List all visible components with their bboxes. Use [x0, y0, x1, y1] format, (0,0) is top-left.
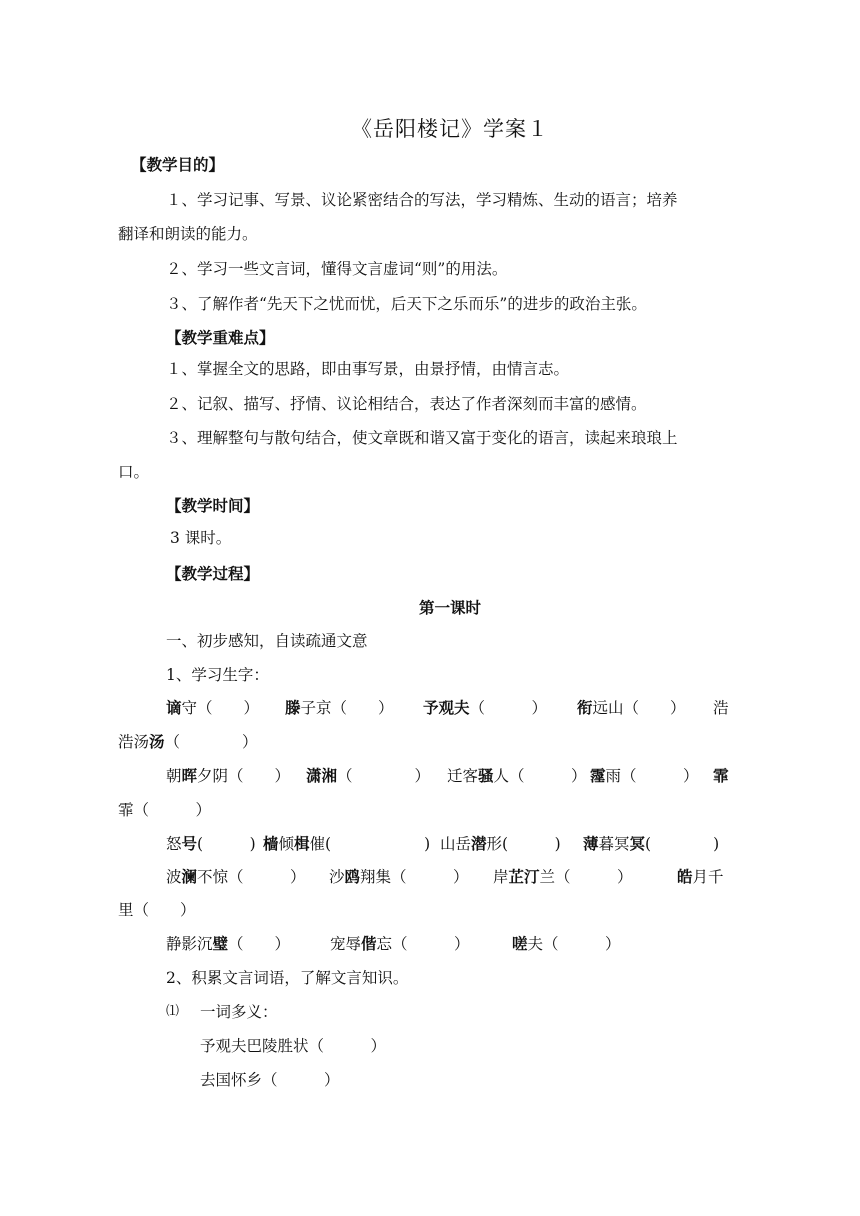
section-heading-goals: 【教学目的】 — [131, 156, 225, 174]
vocab-text: 静影沉 — [166, 935, 213, 953]
vocab-char: 晖 — [181, 767, 198, 785]
vocab-text: 波 — [166, 868, 182, 886]
vocab-char: 汤 — [149, 733, 165, 751]
vocab-text: 暮冥 — [598, 835, 630, 853]
vocab-char: 薄 — [583, 835, 599, 853]
vocab-char: 樯 — [263, 835, 279, 853]
vocab-blank: 守（ ） — [181, 699, 260, 717]
vocab-blank: 形( ) — [486, 835, 561, 853]
goal-item-3: ３、了解作者“先天下之忧而忧，后天下之乐而乐”的进步的政治主张。 — [166, 295, 647, 313]
section-heading-process: 【教学过程】 — [166, 565, 260, 583]
vocab-blank: ( ) — [197, 835, 256, 853]
goal-item-1-cont: 翻译和朗读的能力。 — [118, 225, 258, 243]
vocab-char: 霏 — [713, 767, 729, 785]
goal-item-2: ２、学习一些文言词，懂得文言虚词“则”的用法。 — [166, 260, 508, 278]
vocab-text: 岸 — [493, 868, 509, 886]
polysemy-item-1: 予观夫巴陵胜状（ ） — [200, 1037, 387, 1055]
vocab-text: 月千 — [692, 868, 724, 886]
vocab-char: 璧 — [212, 935, 229, 953]
vocab-char: 冥 — [629, 835, 646, 853]
vocab-text: 沙 — [329, 868, 345, 886]
vocab-text: 朝 — [166, 767, 182, 785]
vocab-blank: 子京（ ） — [300, 699, 394, 717]
step-1-1: 1、学习生字： — [166, 666, 269, 684]
vocab-char: 骚 — [478, 767, 494, 785]
time-text: 3 课时。 — [170, 529, 232, 547]
lesson-title: 第一课时 — [418, 599, 481, 617]
goal-item-1: １、学习记事、写景、议论紧密结合的写法，学习精炼、生动的语言；培养 — [166, 191, 678, 209]
vocab-blank: 不惊（ ） — [197, 868, 306, 886]
vocab-blank: 雨（ ） — [605, 767, 699, 785]
key-item-2: ２、记叙、描写、抒情、议论相结合，表达了作者深刻而丰富的感情。 — [166, 395, 647, 413]
vocab-blank: （ ） — [164, 733, 258, 751]
vocab-char: 霪 — [590, 767, 606, 785]
vocab-blank: 夫（ ） — [527, 935, 621, 953]
vocab-char: 潇湘 — [306, 767, 338, 785]
step-1-2: 2、积累文言词语，了解文言知识。 — [166, 969, 409, 987]
vocab-char: 澜 — [181, 868, 198, 886]
vocab-text: 迁客 — [447, 767, 479, 785]
vocab-text: 怒 — [166, 835, 182, 853]
vocab-char: 予观夫 — [423, 699, 470, 717]
key-item-3-cont: 口。 — [118, 463, 150, 481]
vocab-char: 鸥 — [344, 868, 361, 886]
vocab-blank: （ ） — [337, 767, 431, 785]
vocab-blank: （ ） — [469, 699, 548, 717]
step-1-2-1-number: ⑴ — [166, 1004, 180, 1019]
vocab-char: 潜 — [471, 835, 487, 853]
vocab-text: 里（ ） — [118, 901, 196, 919]
vocab-text: 倾 — [278, 835, 295, 853]
vocab-blank: ( ) — [645, 835, 720, 853]
vocab-text: 霏（ ） — [118, 801, 212, 819]
vocab-char: 衔 — [577, 699, 593, 717]
vocab-blank: 忘（ ） — [376, 935, 470, 953]
vocab-blank: 催( ) — [309, 835, 431, 853]
vocab-blank: 兰（ ） — [539, 868, 633, 886]
vocab-char: 谪 — [166, 699, 182, 717]
vocab-char: 楫 — [294, 835, 310, 853]
section-heading-key-points: 【教学重难点】 — [166, 329, 275, 347]
step-1-2-1: 一词多义： — [200, 1003, 278, 1021]
vocab-char: 皓 — [677, 868, 693, 886]
vocab-text: 浩 — [713, 699, 729, 717]
key-item-3: ３、理解整句与散句结合，使文章既和谐又富于变化的语言，读起来琅琅上 — [166, 429, 678, 447]
page-title: 《岳阳楼记》学案１ — [351, 117, 549, 141]
vocab-char: 芷汀 — [508, 868, 540, 886]
vocab-char: 偕 — [361, 935, 377, 953]
polysemy-item-2: 去国怀乡（ ） — [200, 1071, 340, 1089]
vocab-blank: 夕阴（ ） — [197, 767, 291, 785]
vocab-char: 滕 — [285, 699, 301, 717]
key-item-1: １、掌握全文的思路，即由事写景，由景抒情，由情言志。 — [166, 360, 570, 378]
step-1: 一、初步感知，自读疏通文意 — [166, 632, 368, 650]
vocab-blank: 远山（ ） — [592, 699, 686, 717]
vocab-text: 山岳 — [440, 835, 472, 853]
section-heading-time: 【教学时间】 — [166, 497, 260, 515]
vocab-blank: （ ） — [228, 935, 291, 953]
vocab-blank: 翔集（ ） — [360, 868, 469, 886]
vocab-char: 嗟 — [512, 935, 528, 953]
vocab-text: 浩汤 — [118, 733, 150, 751]
vocab-blank: 人（ ） — [493, 767, 587, 785]
vocab-text: 宠辱 — [330, 935, 362, 953]
vocab-char: 号 — [181, 835, 198, 853]
